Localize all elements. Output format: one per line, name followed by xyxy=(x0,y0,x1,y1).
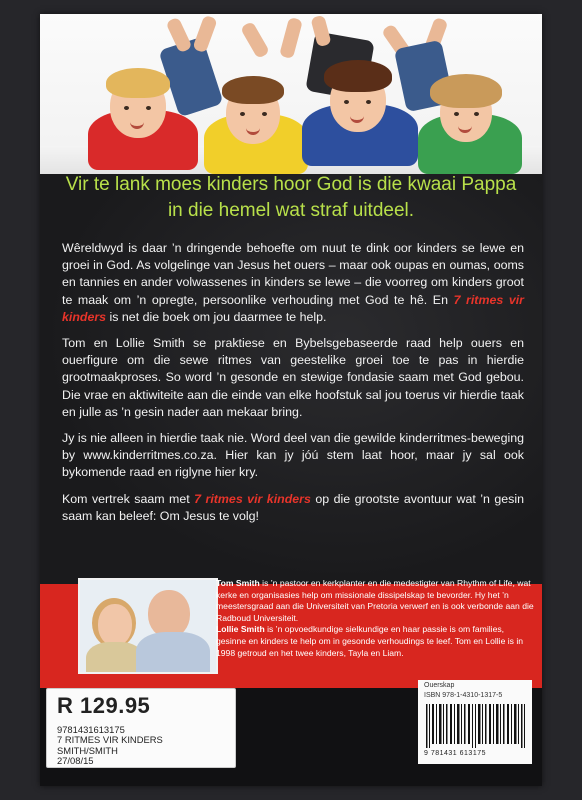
paragraph: Tom en Lollie Smith se praktiese en Bybelsgebaseerde raad help ouers en ouerfigure om die sewe ritmes van geestelike groei toe te pas in hierdie grootmaakproses. So word ’n gesonde en stewige fondasie saam met God gebou. Die vrae en aktiwiteite aan die einde van elke hoofstuk sal jou toerus vir hierdie taak en julle as ’n gesin nader aan mekaar bring. xyxy=(62,336,524,419)
sticker-title: 7 RITMES VIR KINDERS xyxy=(57,734,163,746)
category-label: Ouerskap xyxy=(424,682,455,689)
paragraph: Jy is nie alleen in hierdie taak nie. Word deel van die gewilde kinderritmes-beweging by www.kinderritmes.co.za. Hier kan jy jóú stem laat hoor, maar jy sal ook bykomende raad en riglyne hier kry. xyxy=(62,431,524,480)
isbn-label: ISBN 978-1-4310-1317-5 xyxy=(424,692,503,699)
authors-photo xyxy=(78,578,218,674)
bio-tom: Tom Smith is ’n pastoor en kerkplanter en die medestigter van Rhythm of Life, wat kerke en organisasies help om missionale dissipelskap te bevorder. Hy het ’n meestersgraad aan die Universiteit van Pretoria verwerf en is ook verbonde aan die Radboud Universiteit. xyxy=(216,578,534,623)
barcode-icon xyxy=(424,704,528,748)
sticker-code: 9781431613175 xyxy=(57,724,125,735)
barcode-box xyxy=(418,680,532,764)
author-bio xyxy=(216,578,534,659)
paragraph: Wêreldwyd is daar ’n dringende behoefte om nuut te dink oor kinders se lewe en groei in God. As volgelinge van Jesus het ouers – maar ook oupas en oumas, ooms en tannies en ander volwassenes in kinders se lewe – die voorreg om kinders groot te maak om ’n opregte, persoonlike verhouding met God te hê. En 7 ritmes vir kinders is net die boek om jou daarmee te help. xyxy=(62,241,524,324)
headline: Vir te lank moes kinders hoor God is die kwaai Pappa in die hemel wat straf uitdeel. xyxy=(65,174,517,221)
paragraph: Kom vertrek saam met 7 ritmes vir kinders op die grootste avontuur wat ’n gesin saam kan beleef: Om Jesus te volg! xyxy=(62,491,525,523)
blurb xyxy=(62,240,524,534)
price-sticker xyxy=(46,688,236,768)
price: R 129.95 xyxy=(57,693,151,718)
children-photo xyxy=(40,14,542,174)
sticker-author: SMITH/SMITH xyxy=(57,744,118,756)
sticker-date: 27/08/15 xyxy=(57,755,94,767)
bio-lollie: Lollie Smith is ’n opvoedkundige sielkundige en haar passie is om families, gesinne en kinders te help om in gesonde verhoudings te leef. Tom en Lollie is in 1998 getroud en het twee kinders, Tayla en Liam. xyxy=(216,624,524,658)
barcode-number: 9 781431 613175 xyxy=(424,750,486,757)
